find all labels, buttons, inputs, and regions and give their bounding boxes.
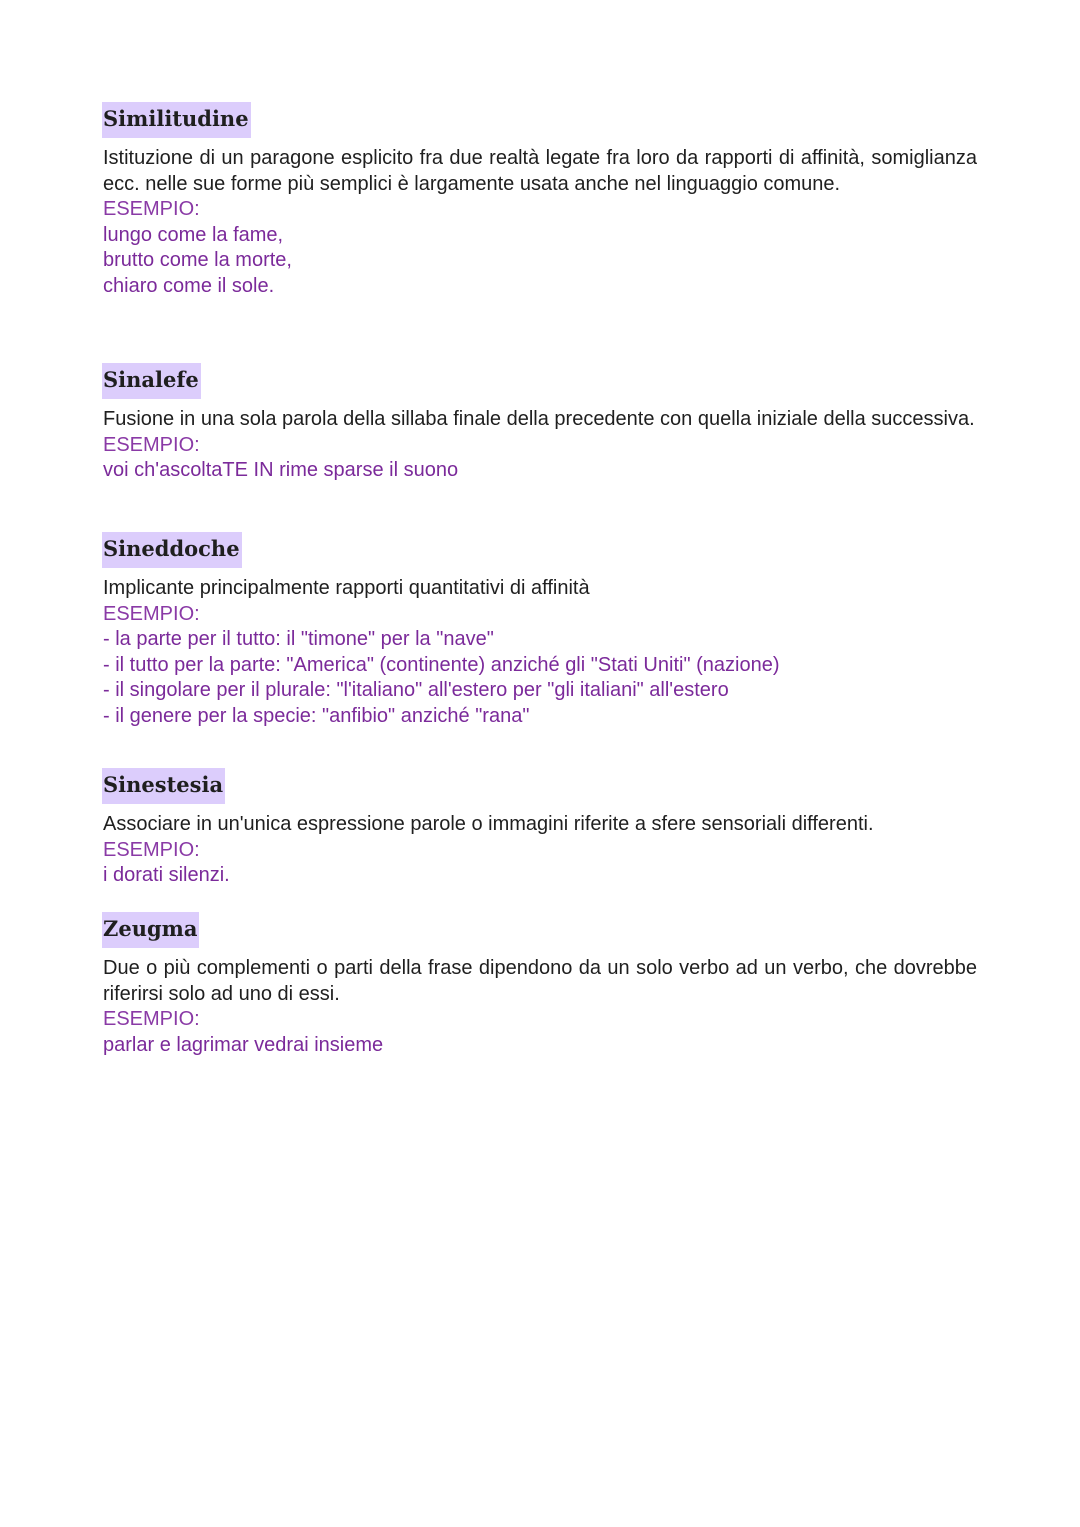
example-line: brutto come la morte, <box>103 249 292 271</box>
term-heading: Zeugma <box>102 912 199 948</box>
term-heading: Sinalefe <box>102 363 201 399</box>
term-heading: Sineddoche <box>102 532 242 568</box>
example-label: ESEMPIO: <box>103 838 200 861</box>
example-line: - il tutto per la parte: "America" (continente) anziché gli "Stati Uniti" (nazione) <box>103 653 780 676</box>
section-sinestesia <box>103 768 977 889</box>
term-heading: Similitudine <box>102 102 251 138</box>
example-line: - la parte per il tutto: il "timone" per la "nave" <box>103 628 494 650</box>
example-line: - il singolare per il plurale: "l'italiano" all'estero per "gli italiani" all'estero <box>103 679 729 701</box>
example-label: ESEMPIO: <box>103 602 200 625</box>
section-zeugma <box>103 912 977 1058</box>
term-heading: Sinestesia <box>102 768 225 804</box>
example-line: parlar e lagrimar vedrai insieme <box>103 1033 384 1056</box>
example-line: voi ch'ascoltaTE IN rime sparse il suono <box>103 459 459 481</box>
example-label: ESEMPIO: <box>103 433 200 456</box>
example-line: chiaro come il sole. <box>103 274 275 297</box>
section-sinalefe <box>103 363 977 484</box>
term-description: Associare in un'unica espressione parole o immagini riferite a sfere sensoriali differenti. <box>103 813 874 835</box>
example-line: - il genere per la specie: "anfibio" anziché "rana" <box>103 704 530 727</box>
term-description: Due o più complementi o parti della frase dipendono da un solo verbo ad un verbo, che dovrebbe riferirsi solo ad uno di essi. <box>103 957 977 1005</box>
example-label: ESEMPIO: <box>103 198 200 220</box>
section-similitudine <box>103 102 977 299</box>
term-description: Implicante principalmente rapporti quantitativi di affinità <box>103 577 590 599</box>
example-line: i dorati silenzi. <box>103 864 230 886</box>
example-line: lungo come la fame, <box>103 223 284 246</box>
section-sineddoche <box>103 532 977 729</box>
term-description: Istituzione di un paragone esplicito fra due realtà legate fra loro da rapporti di affinità, somiglianza ecc. nelle sue forme più semplici è largamente usata anche nel linguaggio comune. <box>103 147 977 195</box>
example-label: ESEMPIO: <box>103 1008 200 1030</box>
term-description: Fusione in una sola parola della sillaba finale della precedente con quella iniziale della successiva. <box>103 408 975 430</box>
